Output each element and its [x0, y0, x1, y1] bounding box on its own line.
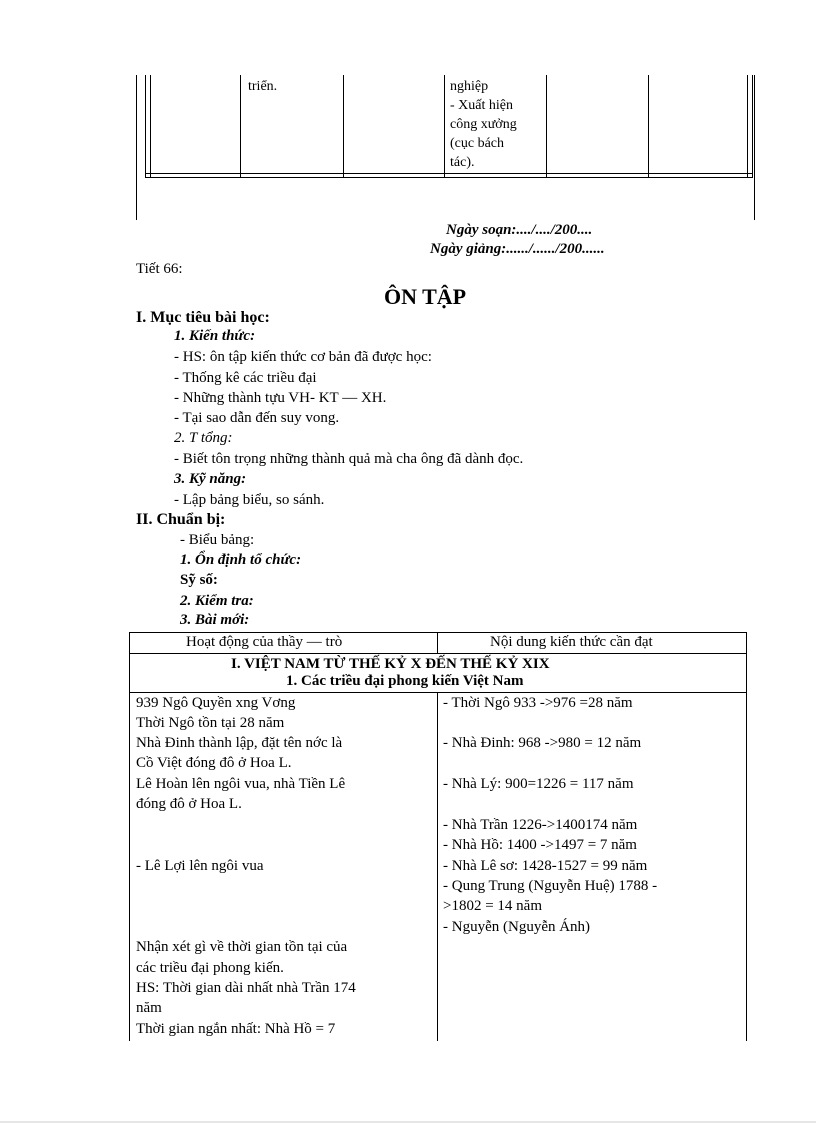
- cell-d-line: công xưởng: [450, 117, 517, 132]
- table-right-line: - Qung Trung (Nguyễn Huệ) 1788 -: [443, 878, 658, 894]
- table-left-line: Lê Hoàn lên ngôi vua, nhà Tiền Lê: [136, 776, 346, 792]
- main-table-border: [129, 692, 747, 693]
- top-table-border: [136, 75, 137, 220]
- table-left-line: Cồ Việt đóng đô ở Hoa L.: [136, 755, 292, 771]
- top-table-border: [145, 177, 753, 178]
- table-right-line: - Nhà Hồ: 1400 ->1497 = 7 năm: [443, 837, 637, 853]
- on-dinh-heading: 1. Ổn định tổ chức:: [180, 552, 302, 568]
- table-right-line: - Nguyễn (Nguyễn Ánh): [443, 919, 591, 935]
- table-left-line: Nhà Đinh thành lập, đặt tên nớc là: [136, 735, 343, 751]
- table-right-line: - Nhà Lê sơ: 1428-1527 = 99 năm: [443, 858, 648, 874]
- cell-d-line: - Xuất hiện: [450, 98, 513, 113]
- cell-d-line: tác).: [450, 155, 475, 170]
- table-right-line: - Nhà Lý: 900=1226 = 117 năm: [443, 776, 634, 792]
- table-right-line: - Nhà Đinh: 968 ->980 = 12 năm: [443, 735, 642, 751]
- kien-thuc-item: - Thống kê các triều đại: [174, 370, 317, 386]
- ky-nang-heading: 3. Kỹ năng:: [174, 471, 247, 487]
- kiem-tra-heading: 2. Kiểm tra:: [180, 593, 254, 609]
- table-right-line: - Nhà Trần 1226->1400174 năm: [443, 817, 638, 833]
- main-table-border: [437, 692, 438, 1041]
- table-header-right: Nội dung kiến thức cần đạt: [490, 634, 653, 650]
- top-table-border: [444, 75, 445, 177]
- kien-thuc-item: - HS: ôn tập kiến thức cơ bản đã được học:: [174, 349, 432, 365]
- main-table-border: [129, 653, 747, 654]
- top-table-border: [747, 75, 748, 177]
- table-sub-title: 1. Các triều đại phong kiến Việt Nam: [286, 673, 524, 689]
- kien-thuc-item: - Tại sao dẫn đến suy vong.: [174, 410, 340, 426]
- bieu-bang: - Biểu bảng:: [180, 532, 255, 548]
- ky-nang-item: - Lập bảng biểu, so sánh.: [174, 492, 325, 508]
- table-left-line: đóng đô ở Hoa L.: [136, 796, 242, 812]
- sy-so: Sỹ số:: [180, 572, 218, 588]
- top-table-border: [150, 75, 151, 177]
- top-table-border: [648, 75, 649, 177]
- top-table-border: [752, 75, 753, 177]
- top-table-border: [343, 75, 344, 177]
- kien-thuc-heading: 1. Kiến thức:: [174, 328, 256, 344]
- table-section-title: I. VIỆT NAM TỪ THẾ KỶ X ĐẾN THẾ KỶ XIX: [231, 656, 550, 672]
- table-header-left: Hoạt động của thầy — trò: [186, 634, 343, 650]
- tu-tuong-heading: 2. T tổng:: [174, 430, 233, 446]
- section-2-heading: II. Chuẩn bị:: [136, 511, 226, 528]
- table-right-line: >1802 = 14 năm: [443, 898, 542, 914]
- main-table-border: [129, 632, 747, 633]
- top-table-border: [145, 173, 753, 174]
- main-table-border: [746, 632, 747, 1041]
- table-right-line: - Thời Ngô 933 ->976 =28 năm: [443, 695, 633, 711]
- top-table-border: [546, 75, 547, 177]
- table-left-line: HS: Thời gian dài nhất nhà Trần 174: [136, 980, 356, 996]
- table-left-line: Thời gian ngắn nhất: Nhà Hồ = 7: [136, 1021, 336, 1037]
- table-left-line: Thời Ngô tồn tại 28 năm: [136, 715, 285, 731]
- table-left-line: - Lê Lợi lên ngôi vua: [136, 858, 264, 874]
- page-title: ÔN TẬP: [384, 284, 467, 309]
- cell-d-line: (cục bách: [450, 136, 505, 151]
- lesson-number: Tiết 66:: [136, 261, 183, 277]
- cell-d-line: nghiệp: [450, 79, 489, 94]
- top-table-cell-b: triển.: [248, 79, 278, 94]
- top-table-border: [754, 75, 755, 220]
- table-left-line: năm: [136, 1000, 162, 1016]
- ngay-giang: Ngày giảng:....../....../200......: [430, 241, 605, 257]
- table-left-line: Nhận xét gì về thời gian tồn tại của: [136, 939, 348, 955]
- main-table-border: [437, 632, 438, 654]
- bai-moi-heading: 3. Bài mới:: [180, 612, 250, 628]
- top-table-border: [145, 75, 146, 177]
- top-table-border: [240, 75, 241, 177]
- table-left-line: các triều đại phong kiến.: [136, 960, 284, 976]
- kien-thuc-item: - Những thành tựu VH- KT — XH.: [174, 390, 387, 406]
- main-table-border: [129, 632, 130, 1041]
- tu-tuong-item: - Biết tôn trọng những thành quả mà cha ông đã dành đọc.: [174, 451, 524, 467]
- section-1-heading: I. Mục tiêu bài học:: [136, 309, 270, 326]
- ngay-soan: Ngày soạn:..../..../200....: [446, 222, 593, 238]
- table-left-line: 939 Ngô Quyền xng Vơng: [136, 695, 296, 711]
